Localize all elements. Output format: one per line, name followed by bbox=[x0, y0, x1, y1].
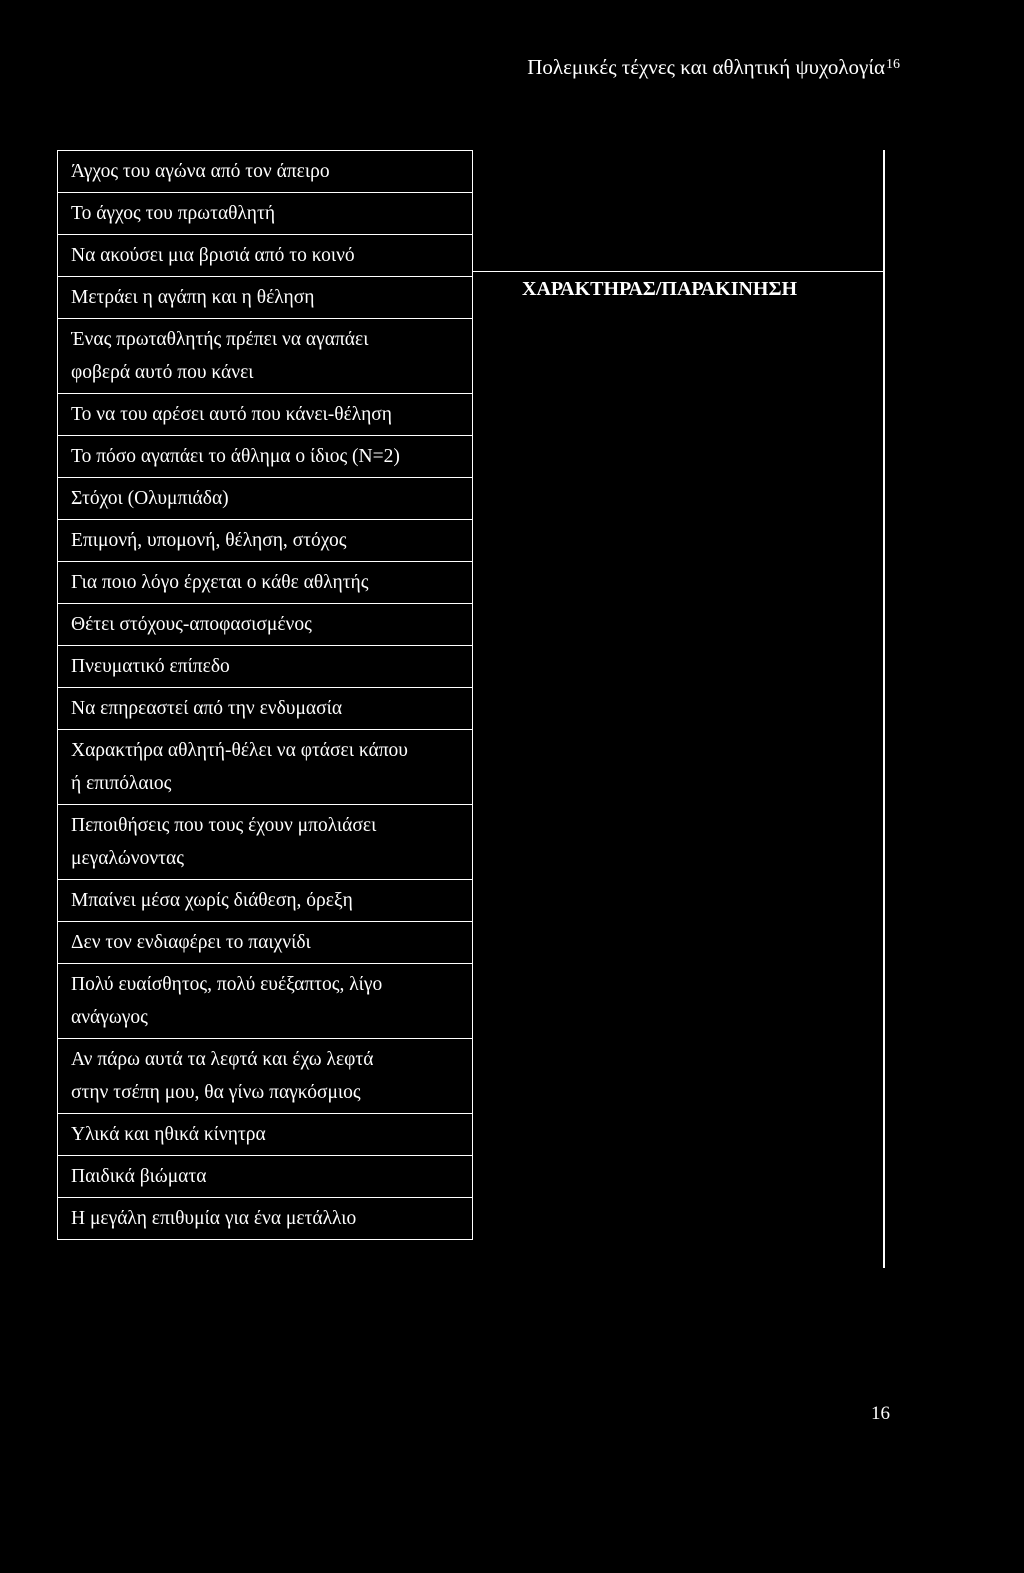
codes-table bbox=[57, 150, 473, 1240]
table-row bbox=[58, 729, 472, 804]
category-heading: ΧΑΡΑΚΤΗΡΑΣ/ΠΑΡΑΚΙΝΗΣΗ bbox=[522, 278, 798, 300]
table-cell-text: Πολύ ευαίσθητος, πολύ ευέξαπτος, λίγο bbox=[71, 974, 383, 995]
table-cell-text: Παιδικά βιώματα bbox=[71, 1166, 207, 1187]
table-cell-text: Να ακούσει μια βρισιά από το κοινό bbox=[71, 245, 355, 266]
table-row bbox=[58, 276, 472, 318]
running-header bbox=[527, 55, 900, 80]
page-number: 16 bbox=[871, 1403, 890, 1424]
footnote-ref: 16 bbox=[886, 57, 900, 72]
table-cell-text: στην τσέπη μου, θα γίνω παγκόσμιος bbox=[71, 1082, 361, 1103]
running-header-title: Πολεμικές τέχνες και αθλητική ψυχολογία bbox=[527, 55, 885, 79]
table-cell-text: Θέτει στόχους-αποφασισμένος bbox=[71, 614, 312, 635]
table-cell-text: Άγχος του αγώνα από τον άπειρο bbox=[71, 161, 330, 182]
table-cell-text: μεγαλώνοντας bbox=[71, 848, 184, 869]
table-cell-text: Αν πάρω αυτά τα λεφτά και έχω λεφτά bbox=[71, 1049, 374, 1070]
table-cell-text: Η μεγάλη επιθυμία για ένα μετάλλιο bbox=[71, 1208, 357, 1229]
table-row bbox=[58, 921, 472, 963]
table-cell-text: Χαρακτήρα αθλητή-θέλει να φτάσει κάπου bbox=[71, 740, 408, 761]
table-row bbox=[58, 1038, 472, 1113]
table-row bbox=[58, 1155, 472, 1197]
table-row bbox=[58, 151, 472, 192]
table-cell-text: Δεν τον ενδιαφέρει το παιχνίδι bbox=[71, 932, 311, 953]
table-cell-text: ανάγωγος bbox=[71, 1007, 148, 1028]
table-row bbox=[58, 1113, 472, 1155]
table-row bbox=[58, 234, 472, 276]
table-row bbox=[58, 603, 472, 645]
table-cell-text: Πεποιθήσεις που τους έχουν μπολιάσει bbox=[71, 815, 377, 836]
table-row bbox=[58, 879, 472, 921]
table-cell-text: Το άγχος του πρωταθλητή bbox=[71, 203, 276, 224]
table-cell-text: Το πόσο αγαπάει το άθλημα ο ίδιος (N=2) bbox=[71, 446, 400, 467]
heading-rule bbox=[473, 271, 884, 272]
table-cell-text: Ένας πρωταθλητής πρέπει να αγαπάει bbox=[71, 329, 369, 350]
table-row bbox=[58, 687, 472, 729]
table-cell-text: Μετράει η αγάπη και η θέληση bbox=[71, 287, 315, 308]
table-row bbox=[58, 963, 472, 1038]
table-row bbox=[58, 519, 472, 561]
table-cell-text: Μπαίνει μέσα χωρίς διάθεση, όρεξη bbox=[71, 890, 353, 911]
table-row bbox=[58, 561, 472, 603]
table-cell-text: Για ποιο λόγο έρχεται ο κάθε αθλητής bbox=[71, 572, 369, 593]
table-cell-text: Να επηρεαστεί από την ενδυμασία bbox=[71, 698, 343, 719]
table-row bbox=[58, 192, 472, 234]
table-cell-text: Υλικά και ηθικά κίνητρα bbox=[71, 1124, 266, 1145]
table-cell-text: Πνευματικό επίπεδο bbox=[71, 656, 230, 677]
table-cell-text: Το να του αρέσει αυτό που κάνει-θέληση bbox=[71, 404, 392, 425]
table-cell-text: Στόχοι (Ολυμπιάδα) bbox=[71, 488, 229, 509]
table-row bbox=[58, 804, 472, 879]
table-row bbox=[58, 1197, 472, 1239]
table-row bbox=[58, 645, 472, 687]
table-cell-text: φοβερά αυτό που κάνει bbox=[71, 362, 254, 383]
table-row bbox=[58, 393, 472, 435]
table-row bbox=[58, 477, 472, 519]
table-cell-text: ή επιπόλαιος bbox=[71, 773, 172, 794]
table-cell-text: Επιμονή, υπομονή, θέληση, στόχος bbox=[71, 530, 347, 551]
table-row bbox=[58, 318, 472, 393]
table-right-border bbox=[883, 150, 885, 1268]
table-row bbox=[58, 435, 472, 477]
